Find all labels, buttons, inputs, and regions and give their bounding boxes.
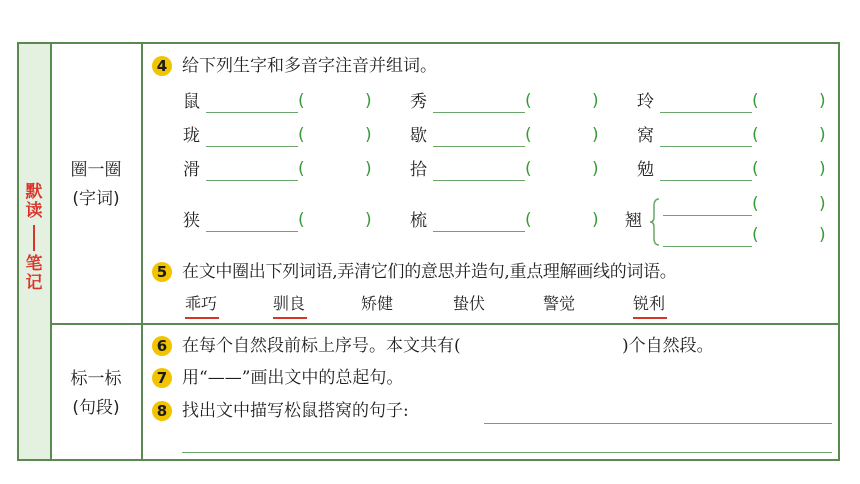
side-label [18, 183, 50, 293]
paren-open: ( [752, 125, 759, 145]
category-words-sub: (字词) [72, 189, 120, 209]
paren-close: ) [365, 159, 372, 179]
category-words [50, 156, 142, 214]
side-dash [33, 225, 35, 251]
paren-close: ) [819, 91, 826, 111]
main-area [142, 43, 840, 460]
paren-open: ( [298, 210, 305, 230]
answer-line[interactable] [484, 423, 832, 424]
question-4-text: 给下列生字和多音字注音并组词。 [182, 56, 437, 76]
paren-close: ) [819, 159, 826, 179]
category-sentences [50, 365, 142, 423]
answer-line[interactable] [206, 112, 298, 113]
paren-close: ) [819, 225, 826, 245]
answer-line[interactable] [663, 246, 752, 247]
vocab-word: 矫健 [361, 294, 394, 313]
char-item: 狭 [183, 211, 200, 231]
answer-line[interactable] [433, 146, 525, 147]
char-item: 玲 [637, 92, 654, 112]
paren-close: ) [592, 125, 599, 145]
answer-line[interactable] [182, 452, 832, 453]
question-number-8: 8 [152, 401, 172, 421]
answer-line[interactable] [433, 231, 525, 232]
paren-open: ( [298, 91, 305, 111]
side-char: 记 [25, 273, 43, 293]
vocab-word: 警觉 [543, 294, 576, 313]
question-7-text: 用“——”画出文中的总起句。 [182, 368, 404, 388]
vocab-word: 蛰伏 [453, 294, 486, 313]
answer-line[interactable] [433, 112, 525, 113]
paren-open: ( [525, 210, 532, 230]
char-item: 勉 [637, 160, 654, 180]
paren-open: ( [525, 125, 532, 145]
category-words-title: 圈一圈 [70, 160, 122, 180]
vocab-word: 锐利 [633, 294, 666, 313]
question-5-text: 在文中圈出下列词语,弄清它们的意思并造句,重点理解画线的词语。 [182, 262, 677, 282]
category-sentences-sub: (句段) [72, 398, 120, 418]
category-sentences-title: 标一标 [70, 369, 122, 389]
char-item: 拾 [410, 160, 427, 180]
char-item: 歇 [410, 126, 427, 146]
char-item: 翘 [625, 211, 642, 231]
section-divider [51, 323, 840, 325]
table-right-border [838, 42, 840, 461]
answer-line[interactable] [663, 215, 752, 216]
char-item: 珑 [183, 126, 200, 146]
question-6-part2: )个自然段。 [622, 336, 714, 356]
question-number-4: 4 [152, 56, 172, 76]
paren-open: ( [525, 159, 532, 179]
char-item: 梳 [410, 211, 427, 231]
paren-close: ) [592, 210, 599, 230]
word-underline [273, 317, 307, 319]
paren-close: ) [592, 159, 599, 179]
paren-open: ( [752, 159, 759, 179]
answer-line[interactable] [660, 180, 752, 181]
char-item: 滑 [183, 160, 200, 180]
question-number-6: 6 [152, 336, 172, 356]
answer-line[interactable] [433, 180, 525, 181]
paren-open: ( [298, 159, 305, 179]
question-number-5: 5 [152, 262, 172, 282]
paren-open: ( [752, 225, 759, 245]
char-item: 窝 [637, 126, 654, 146]
paren-close: ) [819, 125, 826, 145]
paren-open: ( [298, 125, 305, 145]
paren-close: ) [365, 210, 372, 230]
side-char: 默 [25, 182, 43, 202]
question-6-part1: 在每个自然段前标上序号。本文共有( [182, 336, 461, 356]
question-8-text: 找出文中描写松鼠搭窝的句子: [182, 401, 409, 421]
answer-line[interactable] [660, 112, 752, 113]
side-char: 读 [25, 201, 43, 221]
answer-line[interactable] [206, 231, 298, 232]
char-item: 鼠 [183, 92, 200, 112]
answer-line[interactable] [206, 180, 298, 181]
paren-close: ) [365, 91, 372, 111]
brace-icon [650, 198, 660, 246]
paren-open: ( [752, 91, 759, 111]
char-item: 秀 [410, 92, 427, 112]
paren-close: ) [365, 125, 372, 145]
answer-line[interactable] [206, 146, 298, 147]
paren-close: ) [819, 194, 826, 214]
question-number-7: 7 [152, 368, 172, 388]
paren-close: ) [592, 91, 599, 111]
word-underline [185, 317, 219, 319]
answer-line[interactable] [660, 146, 752, 147]
side-char: 笔 [25, 254, 43, 274]
word-underline [633, 317, 667, 319]
paren-open: ( [752, 194, 759, 214]
vocab-word: 驯良 [273, 294, 306, 313]
vocab-word: 乖巧 [185, 294, 218, 313]
paren-open: ( [525, 91, 532, 111]
